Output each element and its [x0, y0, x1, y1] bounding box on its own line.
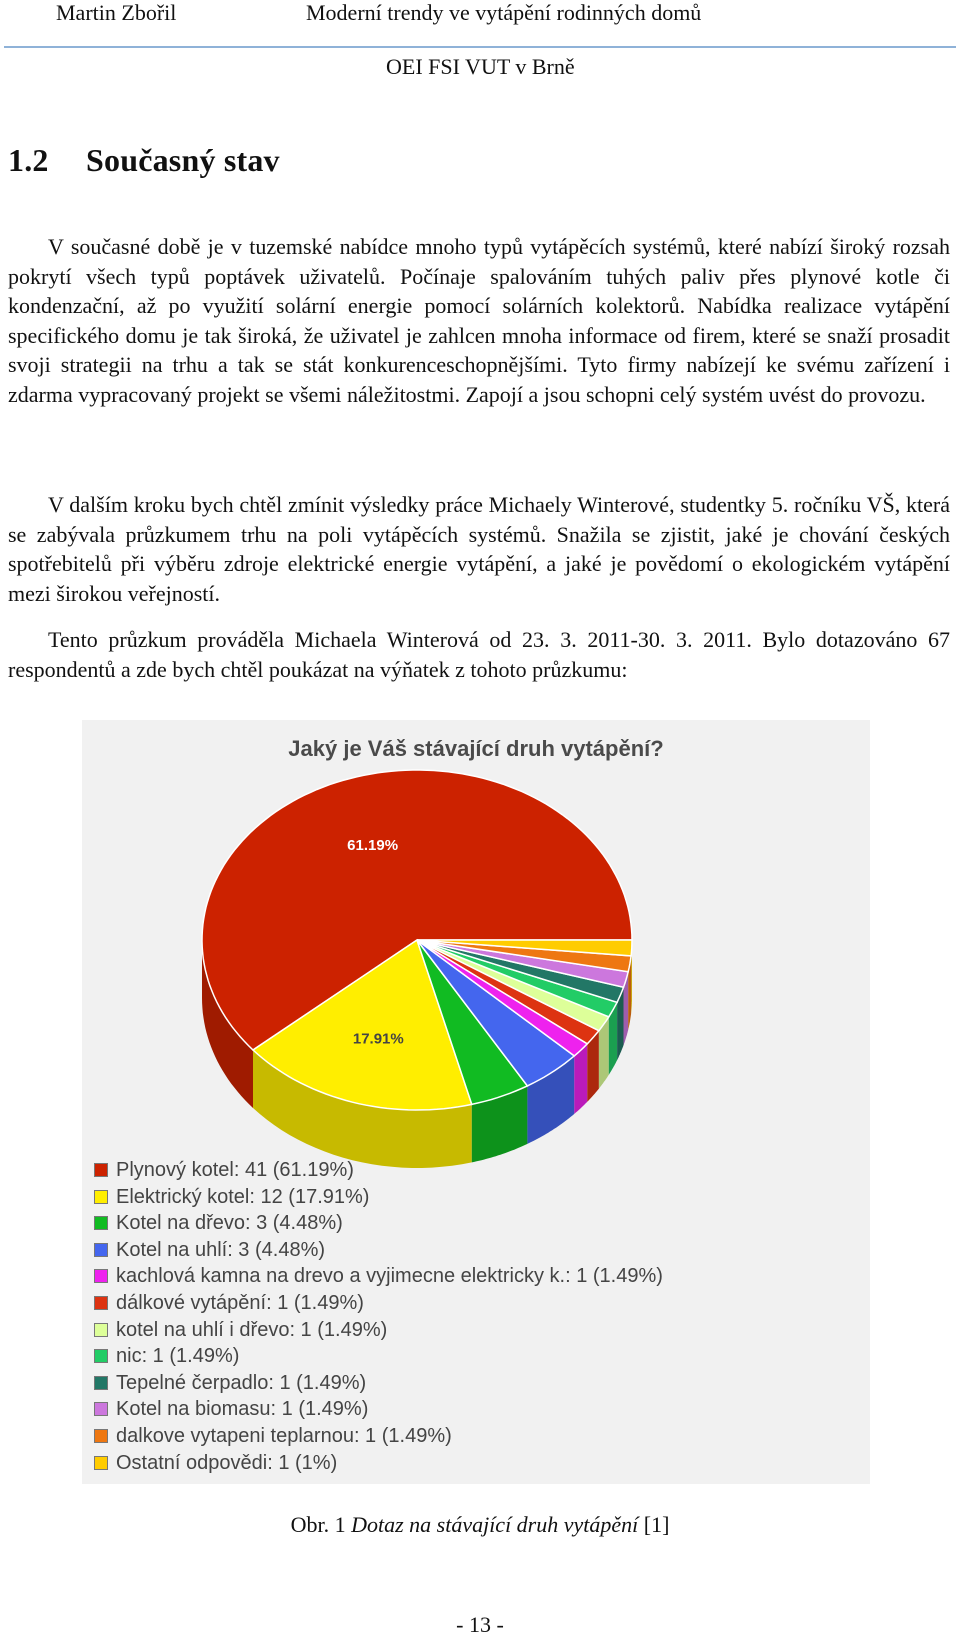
legend-item [94, 1317, 663, 1344]
section-heading [8, 142, 280, 179]
legend-swatch [94, 1190, 108, 1204]
legend-item [94, 1343, 663, 1370]
header-divider [4, 46, 956, 48]
page-number: - 13 - [456, 1612, 504, 1637]
legend-swatch [94, 1216, 108, 1230]
caption-text: Dotaz na stávající druh vytápění [351, 1512, 639, 1537]
legend-item [94, 1450, 663, 1477]
legend-item [94, 1237, 663, 1264]
legend-item [94, 1263, 663, 1290]
section-number: 1.2 [8, 142, 49, 178]
legend-label: dalkove vytapeni teplarnou: 1 (1.49%) [116, 1424, 452, 1447]
caption-ref: [1] [638, 1512, 670, 1537]
legend-label: Kotel na biomasu: 1 (1.49%) [116, 1398, 369, 1421]
legend-label: Kotel na dřevo: 3 (4.48%) [116, 1212, 343, 1235]
header-institution: OEI FSI VUT v Brně [386, 54, 575, 79]
legend-label: Kotel na uhlí: 3 (4.48%) [116, 1238, 326, 1261]
legend-item [94, 1184, 663, 1211]
slice-label: 61.19% [347, 837, 399, 855]
pie-chart-figure [82, 720, 870, 1484]
header-title: Moderní trendy ve vytápění rodinných domů [306, 0, 702, 25]
legend-item [94, 1423, 663, 1450]
legend-label: kotel na uhlí i dřevo: 1 (1.49%) [116, 1318, 388, 1341]
legend-label: Plynový kotel: 41 (61.19%) [116, 1159, 354, 1181]
legend-swatch [94, 1402, 108, 1416]
legend-item [94, 1290, 663, 1317]
legend-swatch [94, 1269, 108, 1283]
legend-swatch [94, 1323, 108, 1337]
paragraph: V současné době je v tuzemské nabídce mnoho typů vytápěcích systémů, které nabízí široký rozsah pokrytí všech typů poptávek uživatelů. Počínaje spalováním tuhých paliv přes plynové kotle či kondenzační, až po využití solární energie pomocí solárních kolektorů. Nabídka realizace vytápění specifického domu je tak široká, že uživatel je zahlcen mnoha informace od firem, které se snaží prosadit svoji strategii na trhu a tak se stát konkurenceschopnějšími. Tyto firmy nabízejí ke svému zařízení i zdarma vypracovaný projekt se všemi náležitostmi. Zapojí a jsou schopni celý systém uvést do provozu. [8, 234, 950, 407]
legend-swatch [94, 1376, 108, 1390]
legend-item [94, 1370, 663, 1397]
slice-label: 17.91% [352, 1030, 404, 1048]
legend-label: Ostatní odpovědi: 1 (1%) [116, 1451, 338, 1474]
legend-label: dálkové vytápění: 1 (1.49%) [116, 1291, 364, 1314]
legend-swatch [94, 1163, 108, 1177]
legend-item [94, 1210, 663, 1237]
section-title: Současný stav [86, 142, 280, 178]
paragraph: Tento průzkum prováděla Michaela Winterová od 23. 3. 2011-30. 3. 2011. Bylo dotazováno 67 respondentů a zde bych chtěl poukázat na výňatek z tohoto průzkumu: [8, 627, 950, 682]
legend-swatch [94, 1349, 108, 1363]
chart-title: Jaký je Váš stávající druh vytápění? [288, 736, 664, 761]
legend-label: Tepelné čerpadlo: 1 (1.49%) [116, 1371, 367, 1394]
legend-swatch [94, 1243, 108, 1257]
legend-swatch [94, 1456, 108, 1470]
legend-item [94, 1396, 663, 1423]
page-header [0, 0, 960, 79]
legend-label: nic: 1 (1.49%) [116, 1345, 240, 1368]
paragraph: V dalším kroku bych chtěl zmínit výsledky práce Michaely Winterové, studentky 5. ročníku VŠ, která se zabývala průzkumem trhu na poli vytápěcích systémů. Snažila se zjistit, jaké je chování českých spotřebitelů při výběru zdroje elektrické energie vytápění, a jaké je povědomí o ekologickém vytápění mezi širokou veřejností. [8, 492, 950, 606]
legend-label: kachlová kamna na drevo a vyjimecne elektricky k.: 1 (1.49%) [116, 1265, 663, 1288]
chart-legend [94, 1157, 663, 1476]
header-author: Martin Zbořil [56, 0, 177, 25]
figure-caption [0, 1512, 960, 1538]
legend-label: Elektrický kotel: 12 (17.91%) [116, 1185, 370, 1208]
legend-swatch [94, 1296, 108, 1310]
legend-swatch [94, 1429, 108, 1443]
caption-prefix: Obr. 1 [290, 1512, 352, 1537]
legend-item [94, 1157, 663, 1184]
